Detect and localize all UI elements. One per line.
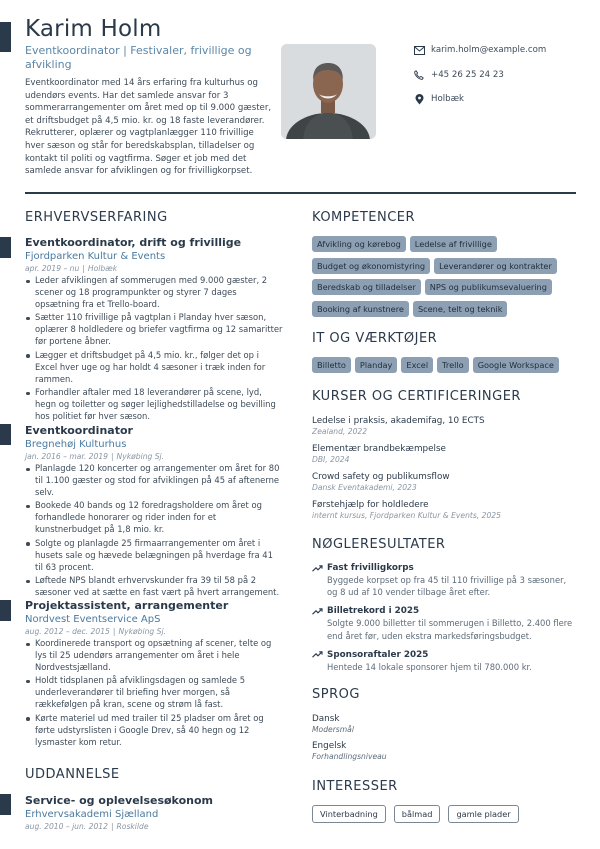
skill-tag: Afvikling og kørebog [312,236,406,252]
results-list [312,562,577,680]
course-name: Elementær brandbekæmpelse [312,444,446,454]
job-bullets [25,638,283,749]
profile-photo [281,44,376,139]
job-bullets [25,275,283,423]
trend-up-icon [312,565,324,572]
education-entry [25,794,283,832]
result-text: Byggede korpset op fra 45 til 110 frivillige på 3 sæsoner, og 8 ud af 10 vender tilbage året efter. [327,575,567,598]
skill-tag: Booking af kunstnere [312,301,409,317]
job-location: Nykøbing Sj. [118,627,166,636]
job-bullet: Bookede 40 bands og 12 foredragsholdere om året og forhandlede honorarer og rider inden for et kunstnerbudget på 1,8 mio. kr. [25,500,283,536]
education-location: Roskilde [116,822,149,831]
job-bullet: Lægger et driftsbudget på 4,5 mio. kr., følger det op i Excel hver uge og har holdt 4 sæsoner i træk inden for rammen. [25,350,283,386]
job-company: Nordvest Eventservice ApS [25,614,161,625]
job-bullet: Koordinerede transport og opsætning af scener, telte og lys til 25 udendørs arrangementer om året i hele Nordvestsjælland. [25,638,283,674]
accent-bar-job-3 [0,600,11,621]
job-company: Bregnehøj Kulturhus [25,439,127,450]
language-level: Modersmål [312,725,354,734]
course-meta: Zealand, 2022 [312,427,368,436]
language-name: Engelsk [312,741,347,751]
job-meta: aug. 2012 – dec. 2015 | Nykøbing Sj. [25,627,166,636]
accent-bar-job-2 [0,424,11,445]
job-title: Eventkoordinator [25,424,133,437]
course-meta: internt kursus, Fjordparken Kultur & Events, 2025 [312,511,501,520]
job-company: Fjordparken Kultur & Events [25,251,166,262]
job-bullet: Leder afviklingen af sommerugen med 9.000 gæster, 2 scener og 18 programpunkter og styrer 7 dages opsætning fra et Trello-board. [25,275,283,311]
skill-tag: Ledelse af frivillige [410,236,497,252]
skill-tag: Budget og økonomistyring [312,258,430,274]
course-meta: Dansk Eventakademi, 2023 [312,483,417,492]
skills-tag-list [312,236,577,322]
location-text: Holbæk [431,94,464,104]
job-dates: jan. 2016 – mar. 2019 [25,452,108,461]
job-bullet: Sætter 110 frivillige på vagtplan i Planday hver sæson, oplærer 8 holdledere og briefer vagtfirma og 12 samaritter før portene åbner. [25,312,283,348]
result-text: Hentede 14 lokale sponsorer hjem til 780.000 kr. [327,661,532,672]
course-list [312,415,577,527]
tools-tag-list [312,357,577,379]
skill-tag: Beredskab og tilladelser [312,279,421,295]
course-name: Førstehjælp for holdledere [312,500,429,510]
profile-summary: Eventkoordinator med 14 års erfaring fra kulturhus og udendørs events. Har det samlede ansvar for 3 sommerarrangementer om året med op til 9.000 gæster, et driftsbudget på 4,5 mio. kr. og 18 faste leverandører. Rekrutterer, oplærer og vagtplanlægger 110 frivillige hver sæson og står for beredskabsplan, tilladelser og kontakt til politi og vagtfirma. Søger et job med det samlede ansvar for afviklingen og for frivilligkorpset. [25,78,272,177]
course-meta: DBI, 2024 [312,455,350,464]
job-meta: apr. 2019 – nu | Holbæk [25,264,118,273]
trend-up-icon [312,608,324,615]
education-meta: aug. 2010 – jun. 2012 | Roskilde [25,822,149,831]
job-bullet: Solgte og planlagde 25 firmaarrangementer om året i husets sale og hævede belægningen på hverdage fra 41 til 63 procent. [25,538,283,574]
education-dates: aug. 2010 – jun. 2012 [25,822,108,831]
section-title-courses: KURSER OG CERTIFICERINGER [312,389,521,404]
result-title: Billetrekord i 2025 [327,606,420,617]
contact-list [413,44,546,118]
accent-bar-header [0,22,11,52]
job-entry-2 [25,424,283,601]
trend-up-icon [312,651,324,658]
phone-text: +45 26 25 24 23 [431,69,504,80]
interest-tag: gamle plader [448,805,518,823]
course-item [312,471,577,493]
course-item [312,499,577,521]
location-pin-icon [413,93,425,105]
course-item [312,415,577,437]
result-text: Solgte 9.000 billetter til sommerugen i Billetto, 2.400 flere end året før, uden ekstra markedsføringsbudget. [327,618,573,641]
candidate-headline: Eventkoordinator | Festivaler, frivillige og afvikling [25,44,252,71]
interest-tag: Vinterbadning [312,805,386,823]
interests-list [312,805,527,823]
contact-email[interactable] [413,44,546,56]
contact-location [413,93,546,105]
phone-icon [413,69,425,81]
section-title-experience: ERHVERVSERFARING [25,210,168,225]
language-item [312,740,577,762]
job-entry-3 [25,599,283,750]
section-title-languages: SPROG [312,687,360,702]
result-title: Sponsoraftaler 2025 [327,649,429,660]
skill-tag: NPS og publikumsevaluering [425,279,552,295]
language-list [312,713,577,767]
job-location: Holbæk [87,264,118,273]
job-title: Projektassistent, arrangementer [25,599,229,612]
job-bullet: Forhandler aftaler med 18 leverandører på scene, lyd, hegn og toiletter og søger lejlighedstilladelse og bevilling hos politiet før hver sæson. [25,387,283,423]
job-title: Eventkoordinator, drift og frivillige [25,236,242,249]
job-bullet: Kørte materiel ud med trailer til 25 pladser om året og førte udstyrslisten i Google Drev, så 40 hegn og 12 lysmaster kom retur. [25,713,283,749]
tool-tag: Excel [401,357,433,373]
result-item [312,605,577,641]
job-dates: aug. 2012 – dec. 2015 [25,627,110,636]
skill-tag: Leverandører og kontrakter [434,258,557,274]
job-location: Nykøbing Sj. [116,452,165,461]
course-name: Ledelse i praksis, akademifag, 10 ECTS [312,416,485,426]
course-name: Crowd safety og publikumsflow [312,472,450,482]
language-item [312,713,577,735]
contact-phone[interactable] [413,69,546,81]
envelope-icon [413,44,425,56]
language-level: Forhandlingsniveau [312,752,387,761]
result-title: Fast frivilligkorps [327,563,414,573]
education-degree: Service- og oplevelsesøkonom [25,794,213,807]
result-item [312,649,577,673]
tool-tag: Trello [437,357,469,373]
section-title-education: UDDANNELSE [25,767,120,782]
accent-bar-job-1 [0,237,11,258]
section-title-tools: IT OG VÆRKTØJER [312,331,438,346]
tool-tag: Google Workspace [473,357,559,373]
job-bullet: Planlagde 120 koncerter og arrangementer om året for 80 til 1.100 gæster og stod for afviklingen på 45 af aftenerne selv. [25,463,283,499]
accent-bar-education [0,794,11,815]
skill-tag: Scene, telt og teknik [413,301,508,317]
result-item [312,562,577,598]
job-meta: jan. 2016 – mar. 2019 | Nykøbing Sj. [25,452,165,461]
section-title-skills: KOMPETENCER [312,210,416,225]
interest-tag: bålmad [394,805,441,823]
language-name: Dansk [312,714,340,724]
job-entry-1 [25,236,283,425]
job-bullet: Holdt tidsplanen på afviklingsdagen og samlede 5 underleverandører til briefing hver morgen, så rækkefølgen på kran, scene og strøm lå fast. [25,675,283,711]
email-text: karim.holm@example.com [431,45,547,55]
job-dates: apr. 2019 – nu [25,264,80,273]
header-divider [25,192,576,194]
course-item [312,443,577,465]
tool-tag: Planday [355,357,397,373]
job-bullets [25,463,283,599]
section-title-interests: INTERESSER [312,779,398,794]
candidate-name: Karim Holm [25,16,162,42]
tool-tag: Billetto [312,357,351,373]
section-title-results: NØGLERESULTATER [312,537,446,552]
education-school: Erhvervsakademi Sjælland [25,809,159,820]
job-bullet: Løftede NPS blandt erhvervskunder fra 39 til 58 på 2 sæsoner ved at sætte en fast vært på hvert arrangement. [25,575,283,599]
